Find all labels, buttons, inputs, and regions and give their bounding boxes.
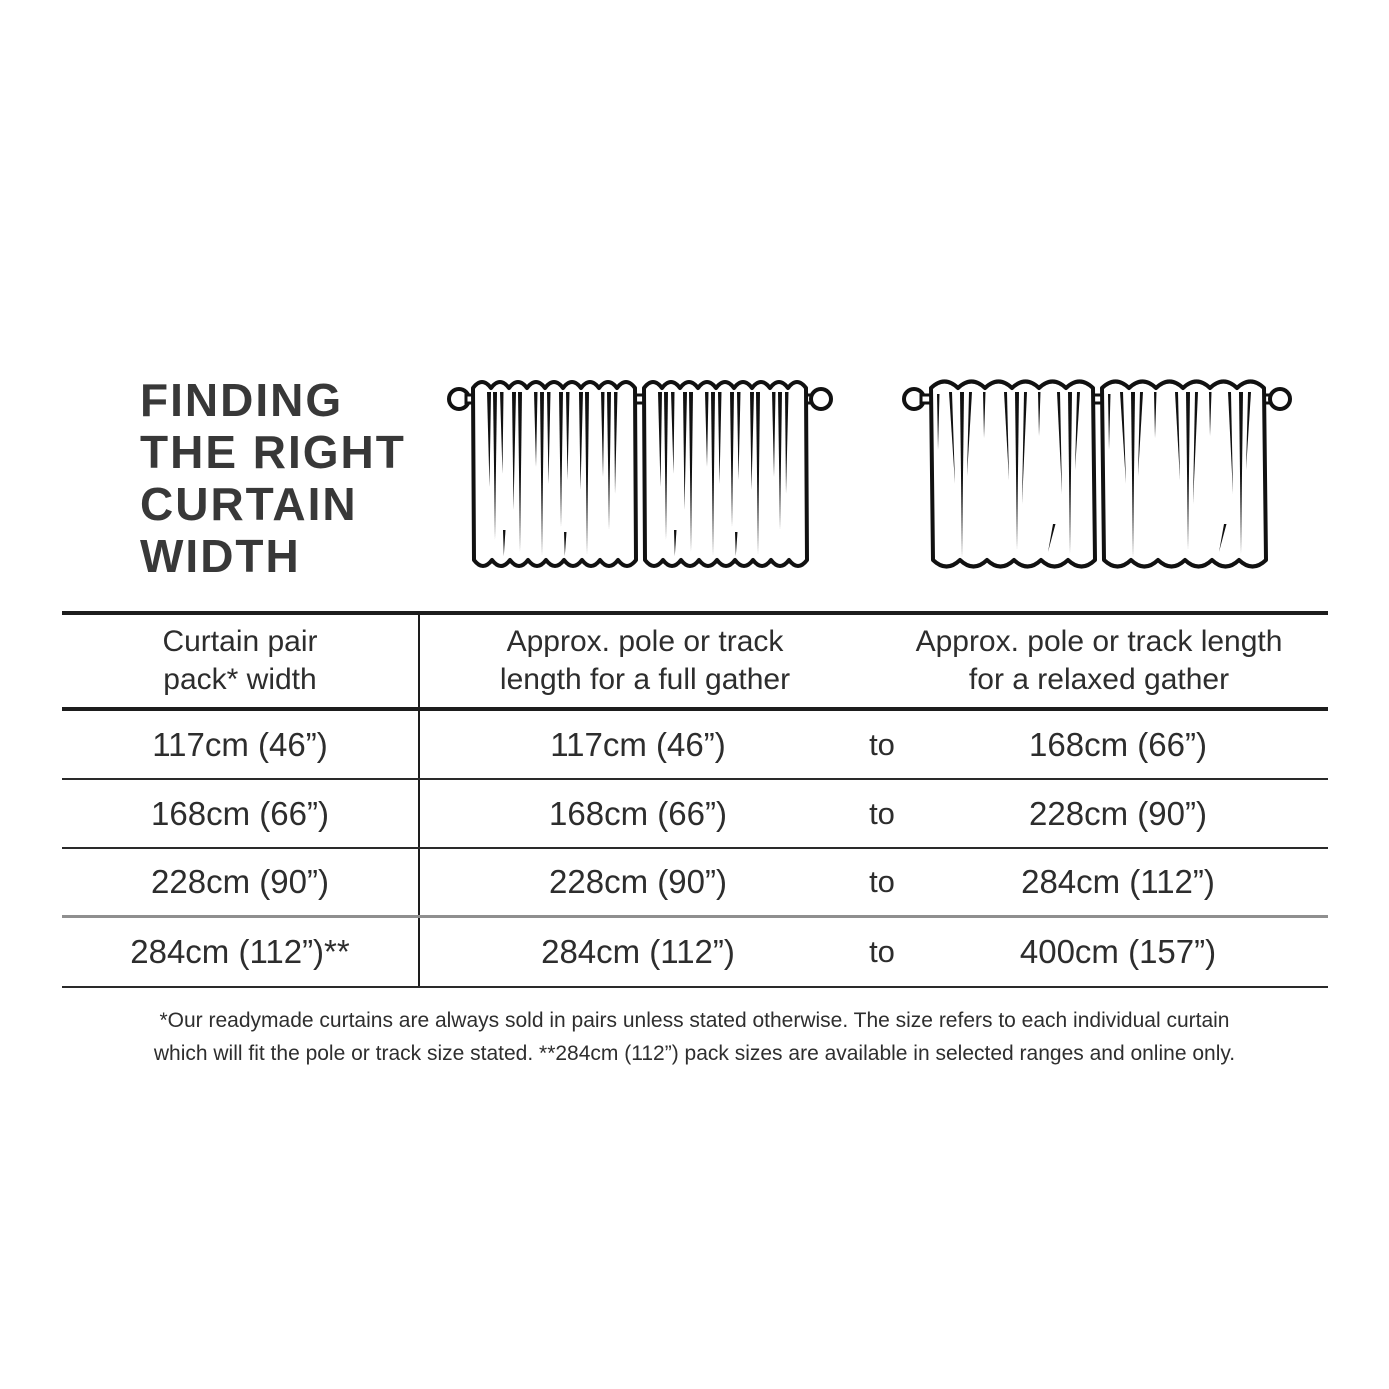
relaxed-gather-curtains-illustration — [901, 372, 1293, 584]
footnote-line2: which will fit the pole or track size stated. **284cm (112”) pack sizes are available in selected ranges and online only. — [153, 1042, 1236, 1065]
relaxed-gather-value: 228cm (90”) — [1029, 794, 1207, 832]
header-relaxed-gather — [870, 615, 1328, 707]
relaxed-gather-value: 400cm (157”) — [1019, 933, 1217, 970]
pack-width-value: 228cm (90”) — [62, 849, 420, 915]
pole-finial-icon — [811, 389, 831, 409]
table-row — [62, 849, 1328, 918]
header-pack-width-line2: pack* width — [163, 663, 317, 696]
page-title — [140, 374, 406, 582]
page-title-line: CURTAIN — [140, 478, 358, 530]
relaxed-gather-value: 168cm (66”) — [1029, 725, 1207, 763]
page-title-line: THE RIGHT — [140, 426, 406, 478]
header-pack-width-line1: Curtain pair — [162, 625, 318, 658]
pole-finial-icon — [1270, 389, 1290, 409]
header-relaxed-gather-line2: for a relaxed gather — [968, 663, 1230, 696]
size-table-header-row — [62, 611, 1328, 711]
header-full-gather-line1: Approx. pole or track — [506, 625, 784, 658]
range-word: to — [869, 726, 895, 762]
table-row — [62, 711, 1328, 780]
header-full-gather — [420, 615, 870, 707]
page-title-line: WIDTH — [140, 530, 301, 582]
table-row — [62, 780, 1328, 849]
header-pack-width — [62, 615, 420, 707]
full-gather-value: 168cm (66”) — [549, 794, 727, 832]
header-full-gather-line2: length for a full gather — [499, 663, 791, 696]
range-word: to — [869, 934, 895, 969]
range-word: to — [869, 795, 895, 831]
full-gather-value: 228cm (90”) — [549, 863, 727, 900]
pack-width-value: 117cm (46”) — [62, 711, 420, 778]
curtain-panel-right — [644, 382, 807, 566]
full-gather-curtains-illustration — [446, 372, 834, 584]
full-gather-value: 117cm (46”) — [550, 725, 726, 763]
footnote-line1: *Our readymade curtains are always sold in pairs unless stated otherwise. The size refers to each individual curtain — [159, 1009, 1230, 1032]
size-table — [62, 611, 1328, 988]
range-word: to — [869, 864, 895, 899]
page-title-line: FINDING — [140, 374, 344, 426]
footnote — [0, 1004, 1389, 1070]
relaxed-gather-value: 284cm (112”) — [1021, 863, 1215, 900]
pack-width-value: 284cm (112”)** — [62, 918, 420, 986]
curtain-panel-left — [473, 382, 636, 566]
pack-width-value: 168cm (66”) — [62, 780, 420, 847]
full-gather-value: 284cm (112”) — [541, 933, 735, 970]
header-relaxed-gather-line1: Approx. pole or track length — [915, 625, 1283, 658]
table-row — [62, 918, 1328, 988]
